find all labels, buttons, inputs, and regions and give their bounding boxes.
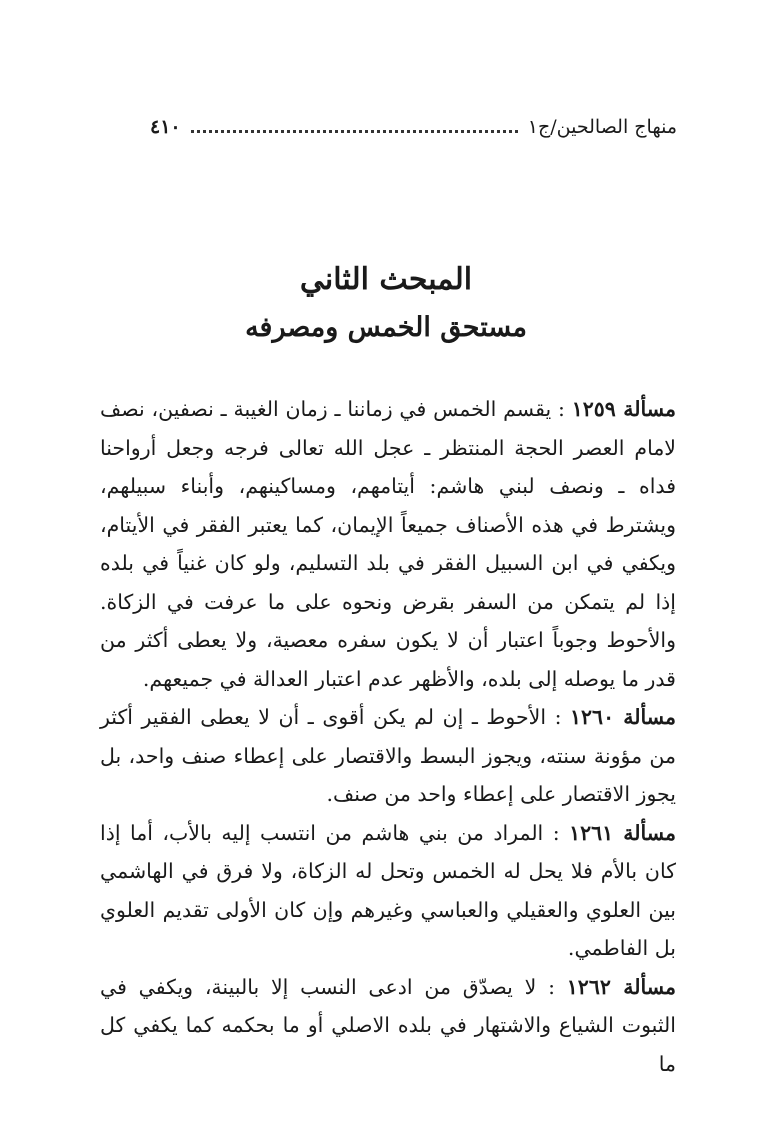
issue-text: : المراد من بني هاشم من انتسب إليه بالأب، أما إذا كان بالأم فلا يحل له الخمس وتحل له الزكاة، ولا فرق في الهاشمي بين العلوي والعقيلي والعباسي وغيرهم وإن كان الأولى تقديم العلوي بل الفاطمي.: [100, 820, 676, 960]
section-title: المبحث الثاني: [299, 262, 473, 297]
issue-paragraph: [100, 968, 676, 1084]
issue-label: مسألة ١٢٦٠: [570, 705, 676, 729]
issue-text: : الأحوط ـ إن لم يكن أقوى ـ أن لا يعطى الفقير أكثر من مؤونة سنته، ويجوز البسط والاقتصار على إعطاء صنف واحد، بل يجوز الاقتصار على إعطاء واحد من صنف.: [100, 705, 676, 806]
issue-label: مسألة ١٢٥٩: [571, 397, 677, 421]
issue-paragraph: [100, 698, 676, 814]
issue-label: مسألة ١٢٦١: [569, 820, 676, 845]
issue-paragraph: [100, 814, 676, 968]
issue-text: : لا يصدّق من ادعى النسب إلا بالبينة، ويكفي في الثبوت الشياع والاشتهار في بلده الاصلي أو ما بحكمه كما يكفي كل ما: [100, 974, 676, 1076]
leader-dots: [191, 130, 518, 133]
body-text: [100, 390, 676, 1083]
book-title: منهاج الصالحين/ج١: [527, 116, 677, 138]
running-header: [150, 112, 677, 142]
page-number: ٤١٠: [150, 116, 181, 138]
issue-label: مسألة ١٢٦٢: [566, 974, 676, 999]
section-subtitle: مستحق الخمس ومصرفه: [245, 312, 527, 343]
issue-text: : يقسم الخمس في زماننا ـ زمان الغيبة ـ نصفين، نصف لامام العصر الحجة المنتظر ـ عجل الله تعالى فرجه وجعل أرواحنا فداه ـ ونصف لبني هاشم: أيتامهم، ومساكينهم، وأبناء سبيلهم، ويشترط في هذه الأصناف جميعاً الإيمان، كما يعتبر الفقر في الأيتام، ويكفي في ابن السبيل الفقر في بلد التسليم، ولو كان غنياً في بلده إذا لم يتمكن من السفر بقرض ونحوه على ما عرفت في الزكاة. والأحوط وجوباً اعتبار أن لا يكون سفره معصية، ولا يعطى أكثر من قدر ما يوصله إلى بلده، والأظهر عدم اعتبار العدالة في جميعهم.: [100, 397, 676, 691]
issue-paragraph: [100, 390, 676, 698]
